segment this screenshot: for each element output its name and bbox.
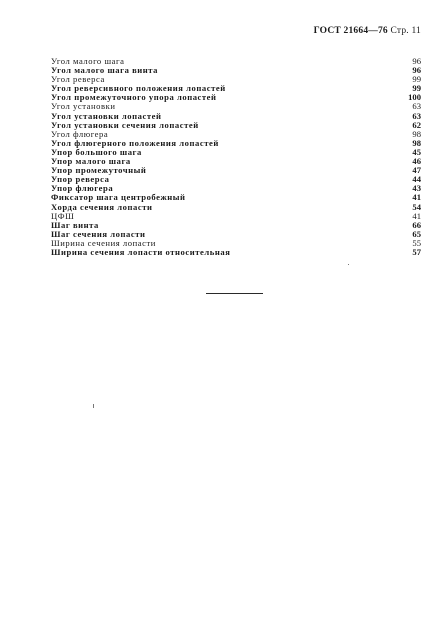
index-term: Угол установки лопастей — [51, 110, 162, 121]
page-header — [314, 26, 421, 36]
index-term: Угол флюгерного положения лопастей — [51, 137, 219, 148]
index-term: Упор реверса — [51, 174, 110, 185]
section-end-rule — [206, 293, 263, 294]
index-term: Ширина сечения лопасти относительная — [51, 246, 231, 257]
index-page-number: 41 — [412, 210, 421, 221]
index-term: Угол промежуточного упора лопастей — [51, 92, 217, 103]
index-page-number: 98 — [412, 137, 421, 148]
index-term: Фиксатор шага центробежный — [51, 192, 186, 203]
index-page-number: 96 — [412, 56, 421, 66]
index-term: Упор промежуточный — [51, 165, 147, 176]
scan-speck — [348, 264, 349, 265]
index-page-number: 55 — [412, 237, 421, 248]
alphabetical-index — [51, 57, 421, 257]
index-term: Угол реверса — [51, 74, 105, 85]
index-page-number: 43 — [412, 183, 421, 194]
index-entry — [51, 66, 421, 75]
index-term: Упор флюгера — [51, 183, 114, 194]
index-page-number: 66 — [412, 219, 421, 230]
index-page-number: 63 — [412, 101, 421, 112]
index-term: Угол флюгера — [51, 128, 109, 139]
index-term: Упор малого шага — [51, 156, 131, 167]
index-term: Шаг винта — [51, 219, 99, 230]
index-page-number: 54 — [412, 201, 421, 212]
index-term: Ширина сечения лопасти — [51, 237, 156, 248]
index-page-number: 98 — [412, 128, 421, 139]
index-term: Хорда сечения лопасти — [51, 201, 153, 212]
index-term: Угол малого шага — [51, 56, 125, 66]
index-page-number: 96 — [412, 65, 421, 76]
index-page-number: 45 — [412, 146, 421, 157]
index-page-number: 57 — [412, 246, 421, 257]
index-page-number: 62 — [412, 119, 421, 130]
index-page-number: 41 — [412, 192, 421, 203]
page-number: Стр. 11 — [390, 26, 421, 36]
index-page-number: 99 — [412, 74, 421, 85]
index-entry — [51, 248, 421, 257]
index-page-number: 100 — [408, 92, 421, 103]
index-page-number: 47 — [412, 165, 421, 176]
index-page-number: 44 — [412, 174, 421, 185]
index-page-number: 46 — [412, 156, 421, 167]
index-term: Угол реверсивного положения лопастей — [51, 83, 226, 94]
index-page-number: 99 — [412, 83, 421, 94]
standard-number: ГОСТ 21664—76 — [313, 26, 388, 36]
index-entry — [51, 203, 421, 212]
index-term: Угол установки — [51, 101, 116, 112]
index-term: ЦФШ — [51, 210, 75, 221]
index-page-number: 63 — [412, 110, 421, 121]
index-page-number: 65 — [412, 228, 421, 239]
scan-speck — [93, 404, 94, 408]
index-term: Угол малого шага винта — [51, 65, 159, 76]
index-term: Угол установки сечения лопастей — [51, 119, 199, 130]
index-term: Шаг сечения лопасти — [51, 228, 146, 239]
index-term: Упор большого шага — [51, 146, 142, 157]
index-entry — [51, 212, 421, 221]
